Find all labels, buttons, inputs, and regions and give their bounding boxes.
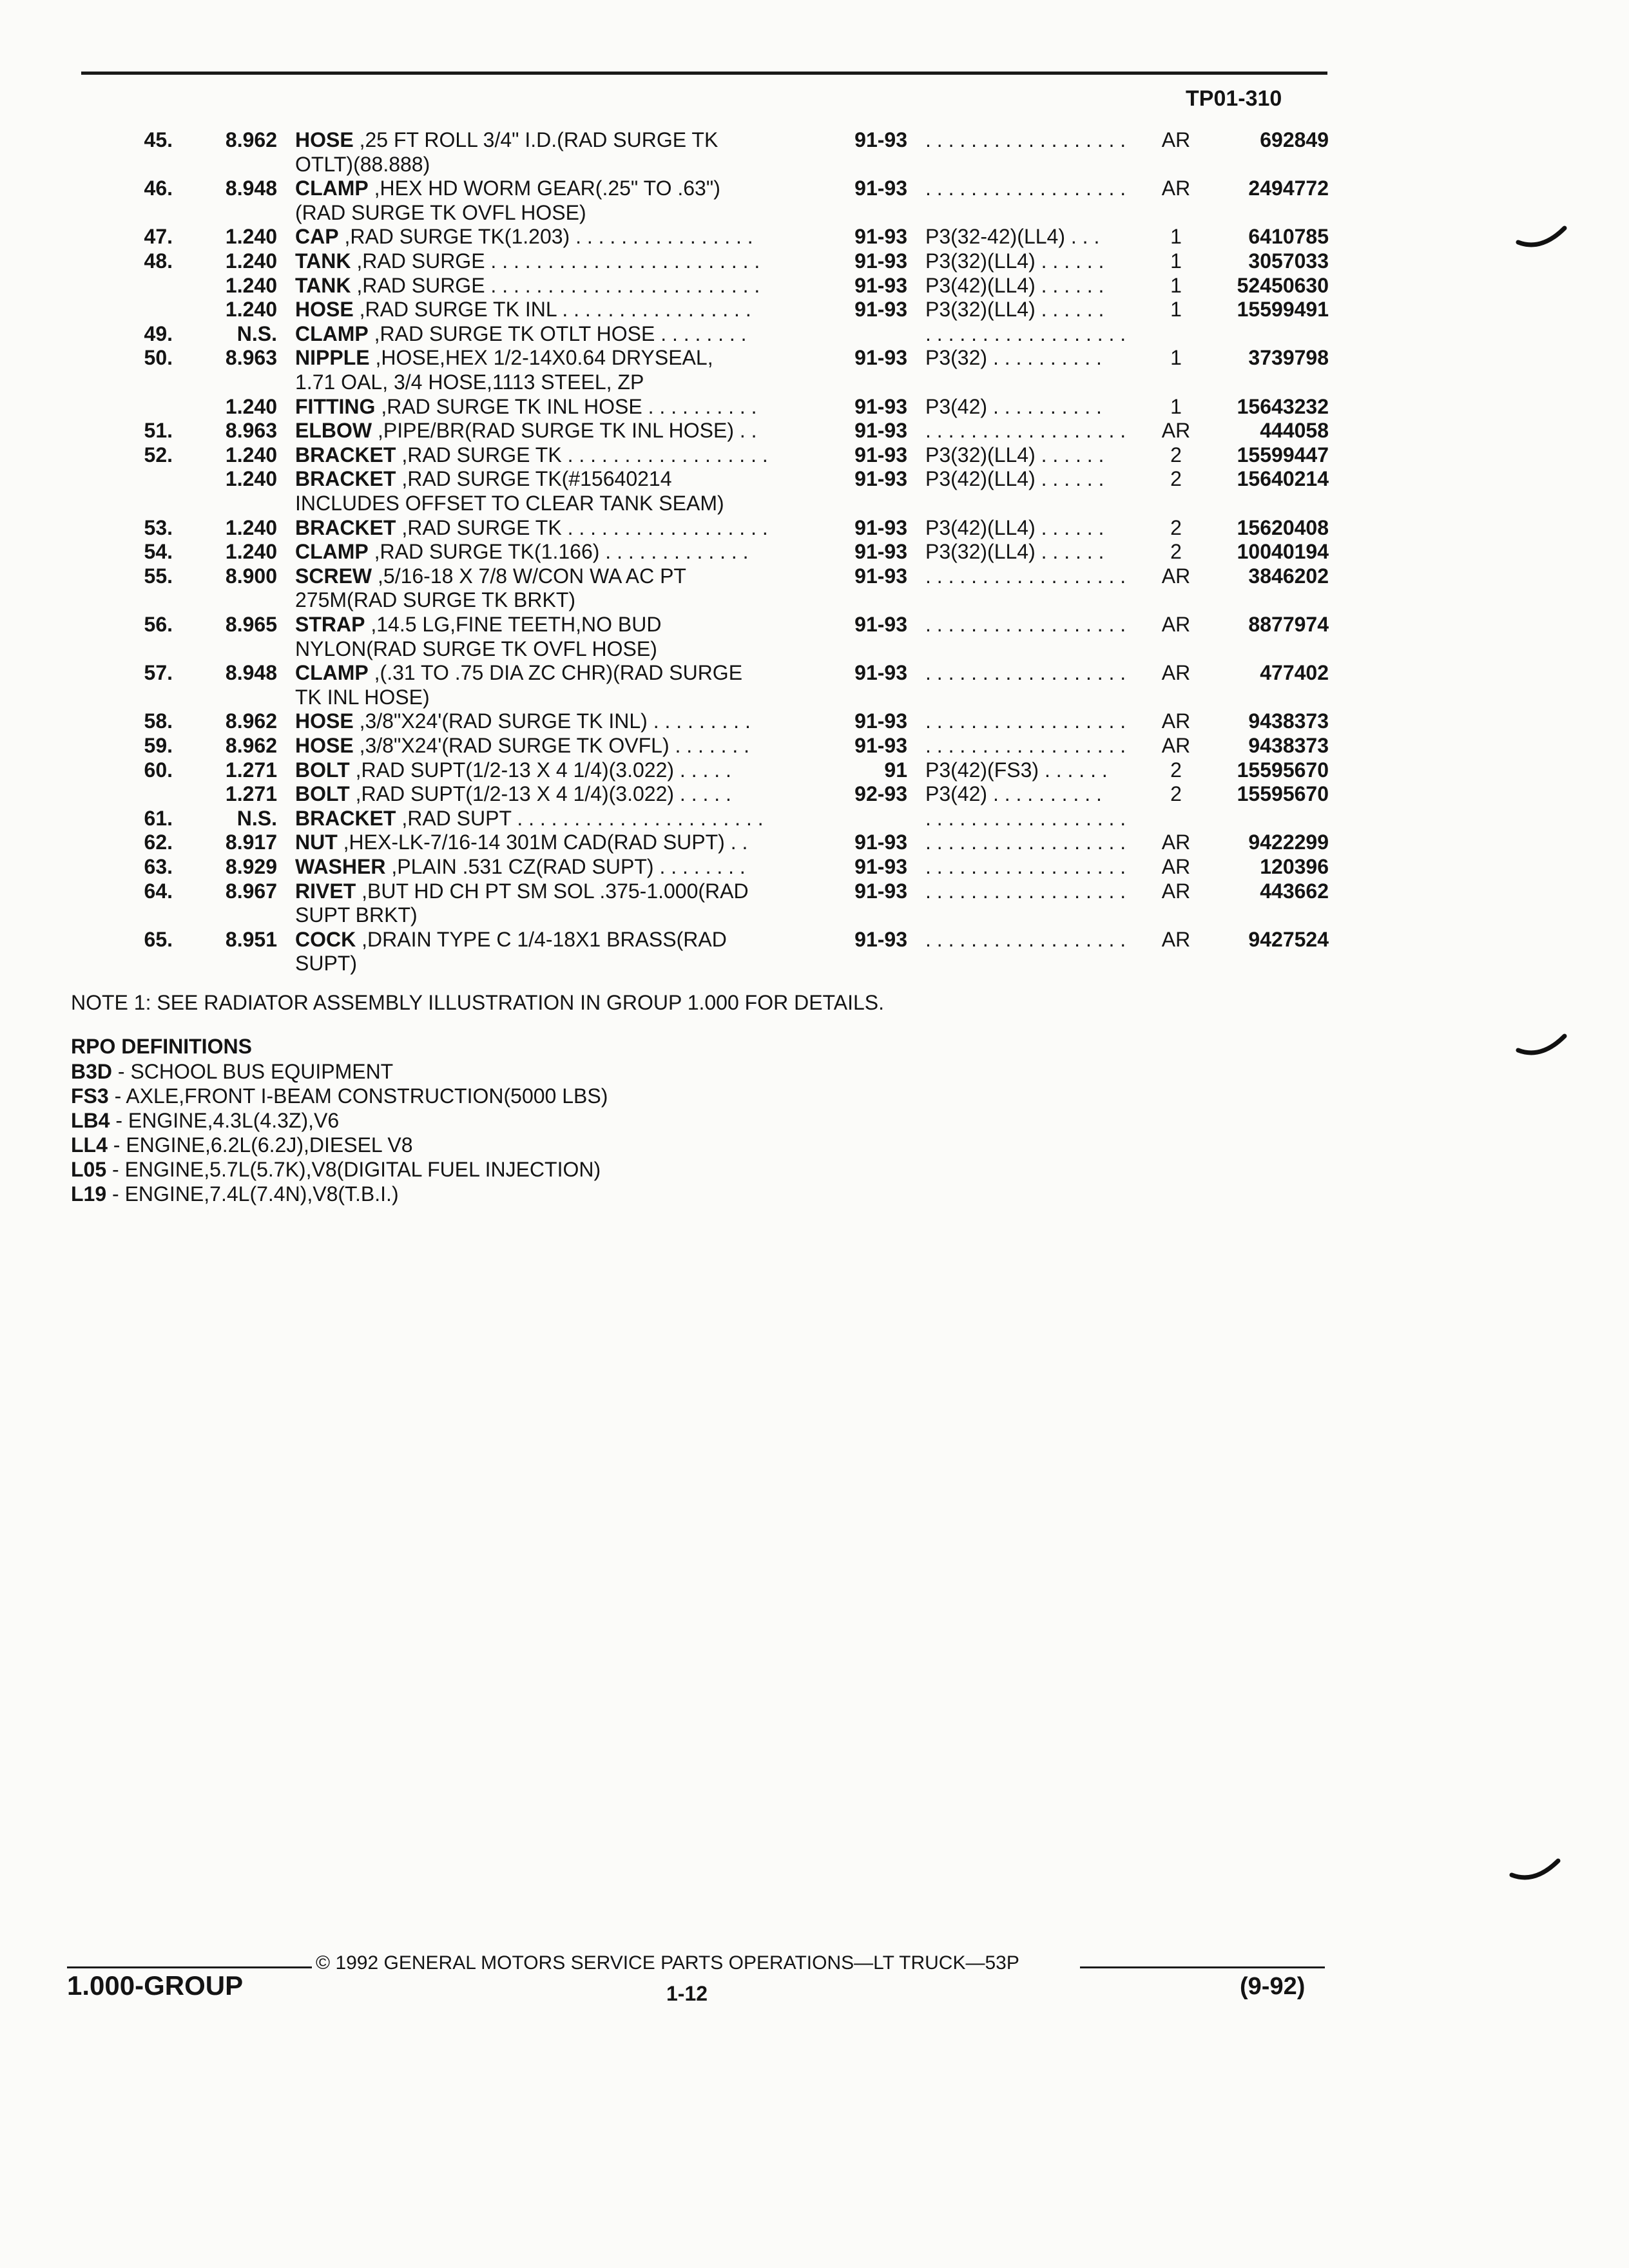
part-detail: ,25 FT ROLL 3/4" I.D.(RAD SURGE TK bbox=[353, 128, 718, 151]
quantity: 2 bbox=[1170, 758, 1182, 782]
footer-rule-left bbox=[67, 1966, 312, 1968]
usage-code: P3(42)(LL4) . . . . . . bbox=[925, 467, 1104, 490]
part-detail-continued: SUPT BRKT) bbox=[295, 903, 418, 927]
rpo-item bbox=[71, 1108, 608, 1133]
part-row bbox=[0, 612, 1629, 637]
group-number: 1.271 bbox=[225, 782, 277, 805]
part-number: 6410785 bbox=[1248, 225, 1329, 248]
part-description bbox=[295, 709, 830, 733]
group-number: N.S. bbox=[236, 807, 277, 830]
model-years: 91-93 bbox=[854, 831, 907, 854]
part-number: 15643232 bbox=[1237, 395, 1329, 418]
part-row bbox=[0, 249, 1629, 273]
part-name: HOSE bbox=[295, 734, 354, 757]
part-number: 3739798 bbox=[1248, 346, 1329, 369]
rpo-text: - AXLE,FRONT I-BEAM CONSTRUCTION(5000 LBS) bbox=[108, 1084, 608, 1108]
model-years: 91-93 bbox=[854, 298, 907, 321]
model-years: 91-93 bbox=[854, 928, 907, 951]
group-number: 8.929 bbox=[225, 855, 277, 878]
part-row bbox=[0, 758, 1629, 782]
item-number: 61. bbox=[144, 807, 173, 830]
group-number: 1.271 bbox=[225, 758, 277, 782]
part-detail-continued: INCLUDES OFFSET TO CLEAR TANK SEAM) bbox=[295, 492, 724, 515]
rpo-text: - ENGINE,7.4L(7.4N),V8(T.B.I.) bbox=[106, 1182, 399, 1206]
quantity: 1 bbox=[1170, 274, 1182, 297]
item-number: 54. bbox=[144, 540, 173, 563]
part-name: TANK bbox=[295, 249, 351, 273]
part-name: WASHER bbox=[295, 855, 386, 878]
part-detail-continued: (RAD SURGE TK OVFL HOSE) bbox=[295, 201, 586, 224]
top-rule bbox=[81, 72, 1327, 75]
part-detail: ,PIPE/BR(RAD SURGE TK INL HOSE) . . bbox=[372, 419, 757, 442]
item-number: 56. bbox=[144, 613, 173, 636]
model-years: 91-93 bbox=[854, 274, 907, 297]
usage-code: . . . . . . . . . . . . . . . . . . bbox=[925, 734, 1126, 757]
group-number: 8.962 bbox=[225, 734, 277, 757]
group-number: 1.240 bbox=[225, 395, 277, 418]
part-detail: ,RAD SURGE TK OTLT HOSE . . . . . . . . bbox=[368, 322, 747, 345]
group-number: 1.240 bbox=[225, 298, 277, 321]
part-description bbox=[295, 830, 830, 854]
part-description bbox=[295, 394, 830, 419]
usage-code: . . . . . . . . . . . . . . . . . . bbox=[925, 128, 1126, 151]
usage-code: P3(32) . . . . . . . . . . bbox=[925, 346, 1102, 369]
quantity: 1 bbox=[1170, 346, 1182, 369]
part-name: BOLT bbox=[295, 782, 350, 805]
part-description bbox=[295, 660, 830, 685]
part-detail: ,RAD SURGE TK INL . . . . . . . . . . . . . . . . . bbox=[353, 298, 751, 321]
quantity: 2 bbox=[1170, 540, 1182, 563]
model-years: 91-93 bbox=[854, 734, 907, 757]
part-row bbox=[0, 176, 1629, 200]
part-row bbox=[0, 854, 1629, 879]
part-description bbox=[295, 345, 830, 370]
group-number: 8.967 bbox=[225, 879, 277, 903]
quantity: 1 bbox=[1170, 395, 1182, 418]
part-number: 9427524 bbox=[1248, 928, 1329, 951]
item-number: 49. bbox=[144, 322, 173, 345]
usage-code: . . . . . . . . . . . . . . . . . . bbox=[925, 709, 1126, 733]
part-detail: ,RAD SURGE . . . . . . . . . . . . . . . . . . . . . . . . bbox=[351, 249, 760, 273]
group-number: 8.963 bbox=[225, 419, 277, 442]
item-number: 63. bbox=[144, 855, 173, 878]
part-name: BRACKET bbox=[295, 516, 396, 539]
quantity: AR bbox=[1161, 419, 1191, 442]
model-years: 91-93 bbox=[854, 249, 907, 273]
part-row bbox=[0, 927, 1629, 952]
part-number: 15595670 bbox=[1237, 782, 1329, 805]
part-row-continuation bbox=[0, 903, 1629, 927]
part-row bbox=[0, 782, 1629, 806]
rpo-item bbox=[71, 1182, 608, 1206]
part-number: 9438373 bbox=[1248, 734, 1329, 757]
model-years: 91-93 bbox=[854, 564, 907, 588]
group-number: 8.965 bbox=[225, 613, 277, 636]
part-description bbox=[295, 515, 830, 540]
footer-page-number: 1-12 bbox=[666, 1982, 708, 2005]
footer-copyright: © 1992 GENERAL MOTORS SERVICE PARTS OPERATIONS—LT TRUCK—53P bbox=[316, 1952, 1019, 1974]
rpo-code: LB4 bbox=[71, 1109, 110, 1132]
usage-code: . . . . . . . . . . . . . . . . . . bbox=[925, 855, 1126, 878]
part-detail: ,RAD SUPT(1/2-13 X 4 1/4)(3.022) . . . . . bbox=[349, 782, 731, 805]
item-number: 50. bbox=[144, 346, 173, 369]
part-name: NUT bbox=[295, 831, 338, 854]
model-years: 91-93 bbox=[854, 855, 907, 878]
item-number: 45. bbox=[144, 128, 173, 151]
group-number: 8.948 bbox=[225, 177, 277, 200]
part-row bbox=[0, 224, 1629, 249]
part-detail: ,HEX-LK-7/16-14 301M CAD(RAD SUPT) . . bbox=[337, 831, 748, 854]
rpo-code: L19 bbox=[71, 1182, 107, 1206]
part-name: HOSE bbox=[295, 128, 354, 151]
part-row bbox=[0, 564, 1629, 588]
page-code: TP01-310 bbox=[1186, 86, 1282, 111]
quantity: 1 bbox=[1170, 225, 1182, 248]
part-detail: ,RAD SURGE TK(#15640214 bbox=[396, 467, 672, 490]
part-description bbox=[295, 879, 830, 903]
quantity: 2 bbox=[1170, 443, 1182, 466]
part-row bbox=[0, 733, 1629, 758]
part-number: 477402 bbox=[1260, 661, 1329, 684]
group-number: 1.240 bbox=[225, 249, 277, 273]
part-row-continuation bbox=[0, 637, 1629, 661]
usage-code: P3(32)(LL4) . . . . . . bbox=[925, 298, 1104, 321]
part-number: 692849 bbox=[1260, 128, 1329, 151]
group-number: 1.240 bbox=[225, 443, 277, 466]
rpo-text: - ENGINE,6.2L(6.2J),DIESEL V8 bbox=[107, 1133, 413, 1157]
quantity: AR bbox=[1161, 709, 1191, 733]
item-number: 51. bbox=[144, 419, 173, 442]
part-row bbox=[0, 322, 1629, 346]
part-name: HOSE bbox=[295, 298, 354, 321]
check-mark-icon bbox=[1516, 223, 1567, 255]
part-name: STRAP bbox=[295, 613, 365, 636]
part-row bbox=[0, 830, 1629, 854]
usage-code: P3(32)(LL4) . . . . . . bbox=[925, 443, 1104, 466]
model-years: 91-93 bbox=[854, 709, 907, 733]
usage-code: . . . . . . . . . . . . . . . . . . bbox=[925, 613, 1126, 636]
quantity: AR bbox=[1161, 564, 1191, 588]
part-name: BRACKET bbox=[295, 467, 396, 490]
part-row bbox=[0, 345, 1629, 370]
group-number: 8.962 bbox=[225, 709, 277, 733]
part-row bbox=[0, 273, 1629, 298]
part-description bbox=[295, 539, 830, 564]
part-name: FITTING bbox=[295, 395, 376, 418]
part-number: 2494772 bbox=[1248, 177, 1329, 200]
part-row-continuation bbox=[0, 685, 1629, 709]
part-number: 120396 bbox=[1260, 855, 1329, 878]
part-number: 10040194 bbox=[1237, 540, 1329, 563]
part-name: NIPPLE bbox=[295, 346, 370, 369]
part-row bbox=[0, 879, 1629, 903]
part-detail: ,RAD SURGE . . . . . . . . . . . . . . . . . . . . . . . . bbox=[351, 274, 760, 297]
part-detail: ,BUT HD CH PT SM SOL .375-1.000(RAD bbox=[356, 879, 749, 903]
part-row bbox=[0, 394, 1629, 419]
part-description bbox=[295, 322, 830, 346]
usage-code: . . . . . . . . . . . . . . . . . . bbox=[925, 177, 1126, 200]
quantity: 2 bbox=[1170, 516, 1182, 539]
part-name: RIVET bbox=[295, 879, 356, 903]
quantity: 2 bbox=[1170, 467, 1182, 490]
check-mark-icon bbox=[1516, 1031, 1567, 1063]
part-detail-continued: 275M(RAD SURGE TK BRKT) bbox=[295, 588, 576, 611]
part-description bbox=[295, 466, 830, 491]
quantity: 1 bbox=[1170, 249, 1182, 273]
part-detail: ,RAD SUPT(1/2-13 X 4 1/4)(3.022) . . . . . bbox=[349, 758, 731, 782]
part-detail: ,14.5 LG,FINE TEETH,NO BUD bbox=[365, 613, 662, 636]
part-row bbox=[0, 709, 1629, 733]
usage-code: . . . . . . . . . . . . . . . . . . bbox=[925, 564, 1126, 588]
group-number: 1.240 bbox=[225, 274, 277, 297]
part-description bbox=[295, 224, 830, 249]
model-years: 91-93 bbox=[854, 225, 907, 248]
usage-code: P3(42)(LL4) . . . . . . bbox=[925, 274, 1104, 297]
part-row bbox=[0, 128, 1629, 152]
group-number: 8.917 bbox=[225, 831, 277, 854]
group-number: 8.900 bbox=[225, 564, 277, 588]
part-row bbox=[0, 539, 1629, 564]
group-number: 1.240 bbox=[225, 516, 277, 539]
part-detail: ,DRAIN TYPE C 1/4-18X1 BRASS(RAD bbox=[356, 928, 727, 951]
part-name: CLAMP bbox=[295, 177, 369, 200]
part-detail-continued: 1.71 OAL, 3/4 HOSE,1113 STEEL, ZP bbox=[295, 370, 644, 394]
part-detail: ,RAD SURGE TK(1.166) . . . . . . . . . . . . . bbox=[368, 540, 749, 563]
model-years: 91-93 bbox=[854, 128, 907, 151]
part-row bbox=[0, 515, 1629, 540]
part-row-continuation bbox=[0, 951, 1629, 975]
group-number: 8.951 bbox=[225, 928, 277, 951]
part-name: BOLT bbox=[295, 758, 350, 782]
part-row-continuation bbox=[0, 152, 1629, 177]
part-detail: ,RAD SUPT . . . . . . . . . . . . . . . . . . . . . . bbox=[396, 807, 764, 830]
item-number: 46. bbox=[144, 177, 173, 200]
usage-code: P3(42)(FS3) . . . . . . bbox=[925, 758, 1108, 782]
quantity: AR bbox=[1161, 734, 1191, 757]
footer-date: (9-92) bbox=[1240, 1973, 1306, 2000]
part-name: SCREW bbox=[295, 564, 372, 588]
part-name: HOSE bbox=[295, 709, 354, 733]
part-detail-continued: OTLT)(88.888) bbox=[295, 153, 430, 176]
item-number: 57. bbox=[144, 661, 173, 684]
part-description bbox=[295, 128, 830, 152]
usage-code: . . . . . . . . . . . . . . . . . . bbox=[925, 661, 1126, 684]
part-number: 15599491 bbox=[1237, 298, 1329, 321]
item-number: 58. bbox=[144, 709, 173, 733]
usage-code: . . . . . . . . . . . . . . . . . . bbox=[925, 419, 1126, 442]
rpo-item bbox=[71, 1133, 608, 1157]
rpo-code: LL4 bbox=[71, 1133, 108, 1157]
part-detail: ,PLAIN .531 CZ(RAD SUPT) . . . . . . . . bbox=[385, 855, 746, 878]
part-detail-continued: NYLON(RAD SURGE TK OVFL HOSE) bbox=[295, 637, 657, 660]
model-years: 91-93 bbox=[854, 879, 907, 903]
part-number: 15640214 bbox=[1237, 467, 1329, 490]
check-mark-icon bbox=[1509, 1856, 1561, 1888]
footer-rule-right bbox=[1080, 1966, 1325, 1968]
part-name: COCK bbox=[295, 928, 356, 951]
part-name: CLAMP bbox=[295, 540, 369, 563]
part-row-continuation bbox=[0, 370, 1629, 394]
part-description bbox=[295, 418, 830, 443]
item-number: 65. bbox=[144, 928, 173, 951]
part-name: BRACKET bbox=[295, 443, 396, 466]
part-detail-continued: SUPT) bbox=[295, 952, 357, 975]
group-number: 1.240 bbox=[225, 540, 277, 563]
model-years: 91-93 bbox=[854, 346, 907, 369]
part-description bbox=[295, 249, 830, 273]
item-number: 62. bbox=[144, 831, 173, 854]
part-detail-continued: TK INL HOSE) bbox=[295, 686, 430, 709]
part-description bbox=[295, 733, 830, 758]
quantity: 2 bbox=[1170, 782, 1182, 805]
quantity: AR bbox=[1161, 661, 1191, 684]
part-description bbox=[295, 273, 830, 298]
rpo-text: - ENGINE,4.3L(4.3Z),V6 bbox=[110, 1109, 340, 1132]
quantity: AR bbox=[1161, 855, 1191, 878]
part-number: 15620408 bbox=[1237, 516, 1329, 539]
rpo-text: - ENGINE,5.7L(5.7K),V8(DIGITAL FUEL INJECTION) bbox=[106, 1158, 601, 1181]
part-description bbox=[295, 758, 830, 782]
quantity: AR bbox=[1161, 128, 1191, 151]
part-description bbox=[295, 612, 830, 637]
part-row-continuation bbox=[0, 588, 1629, 612]
part-description bbox=[295, 927, 830, 952]
part-detail: ,5/16-18 X 7/8 W/CON WA AC PT bbox=[372, 564, 686, 588]
part-number: 9438373 bbox=[1248, 709, 1329, 733]
rpo-item bbox=[71, 1157, 608, 1182]
rpo-code: B3D bbox=[71, 1060, 113, 1083]
part-detail: ,HOSE,HEX 1/2-14X0.64 DRYSEAL, bbox=[369, 346, 713, 369]
part-name: CLAMP bbox=[295, 322, 369, 345]
group-number: 8.962 bbox=[225, 128, 277, 151]
rpo-definitions-title: RPO DEFINITIONS bbox=[71, 1035, 252, 1058]
usage-code: P3(32)(LL4) . . . . . . bbox=[925, 249, 1104, 273]
usage-code: P3(32)(LL4) . . . . . . bbox=[925, 540, 1104, 563]
usage-code: P3(42)(LL4) . . . . . . bbox=[925, 516, 1104, 539]
quantity: AR bbox=[1161, 177, 1191, 200]
model-years: 91-93 bbox=[854, 419, 907, 442]
item-number: 55. bbox=[144, 564, 173, 588]
part-number: 15599447 bbox=[1237, 443, 1329, 466]
group-number: 8.963 bbox=[225, 346, 277, 369]
part-detail: ,HEX HD WORM GEAR(.25" TO .63") bbox=[368, 177, 720, 200]
item-number: 60. bbox=[144, 758, 173, 782]
group-number: 1.240 bbox=[225, 225, 277, 248]
group-number: 8.948 bbox=[225, 661, 277, 684]
part-detail: ,(.31 TO .75 DIA ZC CHR)(RAD SURGE bbox=[368, 661, 743, 684]
quantity: AR bbox=[1161, 879, 1191, 903]
item-number: 59. bbox=[144, 734, 173, 757]
part-row bbox=[0, 443, 1629, 467]
part-name: CLAMP bbox=[295, 661, 369, 684]
part-description bbox=[295, 176, 830, 200]
part-description bbox=[295, 297, 830, 322]
part-row bbox=[0, 297, 1629, 322]
part-row bbox=[0, 418, 1629, 443]
part-description bbox=[295, 782, 830, 806]
model-years: 91-93 bbox=[854, 467, 907, 490]
model-years: 91-93 bbox=[854, 443, 907, 466]
part-row bbox=[0, 466, 1629, 491]
rpo-text: - SCHOOL BUS EQUIPMENT bbox=[112, 1060, 394, 1083]
part-name: TANK bbox=[295, 274, 351, 297]
part-number: 443662 bbox=[1260, 879, 1329, 903]
part-description bbox=[295, 854, 830, 879]
part-number: 52450630 bbox=[1237, 274, 1329, 297]
usage-code: . . . . . . . . . . . . . . . . . . bbox=[925, 928, 1126, 951]
model-years: 91-93 bbox=[854, 613, 907, 636]
note-1: NOTE 1: SEE RADIATOR ASSEMBLY ILLUSTRATION IN GROUP 1.000 FOR DETAILS. bbox=[71, 991, 884, 1014]
part-row-continuation bbox=[0, 200, 1629, 225]
part-row bbox=[0, 806, 1629, 831]
item-number: 64. bbox=[144, 879, 173, 903]
quantity: 1 bbox=[1170, 298, 1182, 321]
model-years: 91-93 bbox=[854, 661, 907, 684]
model-years: 91 bbox=[884, 758, 907, 782]
rpo-item bbox=[71, 1084, 608, 1108]
item-number: 47. bbox=[144, 225, 173, 248]
part-description bbox=[295, 443, 830, 467]
part-detail: ,RAD SURGE TK INL HOSE . . . . . . . . . . bbox=[375, 395, 757, 418]
part-description bbox=[295, 564, 830, 588]
part-number: 15595670 bbox=[1237, 758, 1329, 782]
part-detail: ,RAD SURGE TK(1.203) . . . . . . . . . . . . . . . . bbox=[338, 225, 753, 248]
part-row bbox=[0, 660, 1629, 685]
part-detail: ,3/8"X24'(RAD SURGE TK OVFL) . . . . . . . bbox=[353, 734, 750, 757]
part-number: 9422299 bbox=[1248, 831, 1329, 854]
part-number: 3057033 bbox=[1248, 249, 1329, 273]
item-number: 53. bbox=[144, 516, 173, 539]
model-years: 91-93 bbox=[854, 177, 907, 200]
part-detail: ,3/8"X24'(RAD SURGE TK INL) . . . . . . . . . bbox=[353, 709, 751, 733]
usage-code: P3(42) . . . . . . . . . . bbox=[925, 782, 1102, 805]
footer-group-label: 1.000-GROUP bbox=[67, 1970, 244, 2001]
quantity: AR bbox=[1161, 831, 1191, 854]
part-number: 3846202 bbox=[1248, 564, 1329, 588]
model-years: 92-93 bbox=[854, 782, 907, 805]
usage-code: . . . . . . . . . . . . . . . . . . bbox=[925, 322, 1126, 345]
part-detail: ,RAD SURGE TK . . . . . . . . . . . . . . . . . . bbox=[396, 516, 768, 539]
part-detail: ,RAD SURGE TK . . . . . . . . . . . . . . . . . . bbox=[396, 443, 768, 466]
model-years: 91-93 bbox=[854, 540, 907, 563]
rpo-code: FS3 bbox=[71, 1084, 109, 1108]
model-years: 91-93 bbox=[854, 395, 907, 418]
usage-code: . . . . . . . . . . . . . . . . . . bbox=[925, 831, 1126, 854]
part-row-continuation bbox=[0, 491, 1629, 515]
part-description bbox=[295, 806, 830, 831]
rpo-item bbox=[71, 1059, 608, 1084]
part-number: 8877974 bbox=[1248, 613, 1329, 636]
usage-code: P3(32-42)(LL4) . . . bbox=[925, 225, 1100, 248]
part-name: BRACKET bbox=[295, 807, 396, 830]
rpo-code: L05 bbox=[71, 1158, 107, 1181]
quantity: AR bbox=[1161, 928, 1191, 951]
part-name: CAP bbox=[295, 225, 339, 248]
usage-code: . . . . . . . . . . . . . . . . . . bbox=[925, 879, 1126, 903]
model-years: 91-93 bbox=[854, 516, 907, 539]
part-name: ELBOW bbox=[295, 419, 372, 442]
item-number: 52. bbox=[144, 443, 173, 466]
rpo-definitions-list bbox=[71, 1059, 608, 1206]
group-number: 1.240 bbox=[225, 467, 277, 490]
item-number: 48. bbox=[144, 249, 173, 273]
quantity: AR bbox=[1161, 613, 1191, 636]
part-number: 444058 bbox=[1260, 419, 1329, 442]
usage-code: P3(42) . . . . . . . . . . bbox=[925, 395, 1102, 418]
usage-code: . . . . . . . . . . . . . . . . . . bbox=[925, 807, 1126, 830]
group-number: N.S. bbox=[236, 322, 277, 345]
